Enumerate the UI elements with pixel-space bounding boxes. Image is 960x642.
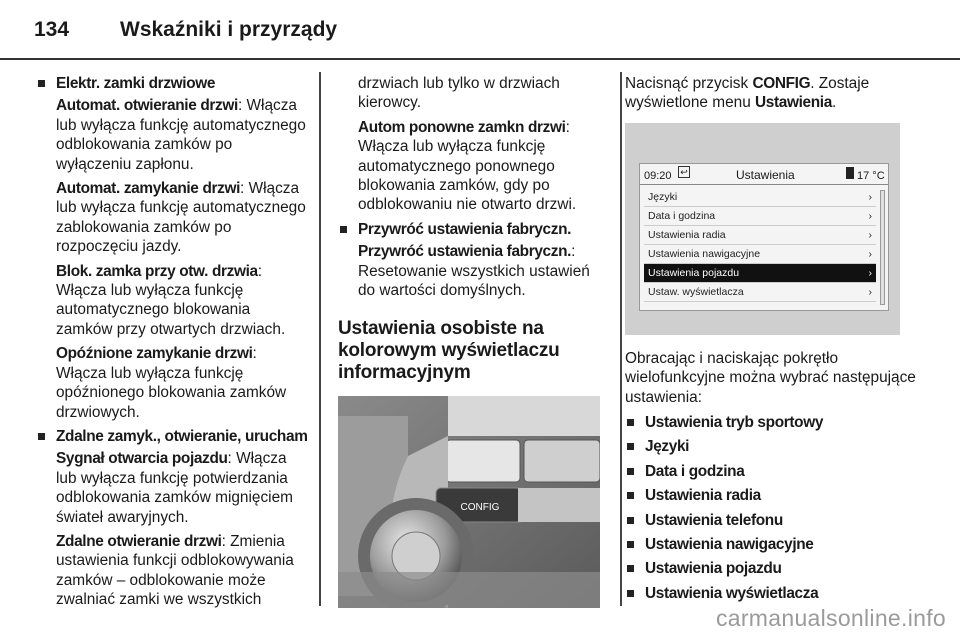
arrow-right-icon: › [868, 247, 872, 260]
section-heading: Ustawienia osobiste na kolorowym wyświetlaczu informacyjnym [338, 318, 560, 384]
watermark: carmanualsonline.info [715, 605, 946, 631]
column-2 [338, 74, 606, 608]
thermometer-icon [846, 167, 854, 179]
definition-item: Opóźnione zamykanie drzwi: Włącza lub wyłącza funkcję opóźnionego blokowania zamków drzwiowych. [56, 345, 287, 421]
display-screen [639, 163, 889, 311]
definition-item: Automat. zamykanie drzwi: Włącza lub wyłącza funkcję automatycznego zablokowania zamków po rozpoczęciu jazdy. [56, 180, 306, 256]
arrow-right-icon: › [868, 209, 872, 222]
config-button-label: CONFIG [460, 502, 500, 514]
page-number: 134 [34, 18, 70, 41]
screen-time: 09:20 [644, 169, 672, 182]
arrow-right-icon: › [868, 190, 872, 203]
bullet-heading: Zdalne zamyk., otwieranie, urucham [36, 427, 308, 446]
screen-menu-item: Ustawienia radia › [644, 226, 876, 245]
scrollbar [880, 190, 885, 305]
page-title: Wskaźniki i przyrządy [120, 18, 338, 41]
dashboard-panel-illustration [338, 396, 600, 608]
arrow-right-icon: › [868, 228, 872, 241]
screen-temp: 17 °C [857, 169, 885, 182]
definition-item: Autom ponowne zamkn drzwi: Włącza lub wyłącza funkcję automatycznego ponownego blokowania zamków, gdy po odblokowaniu nie otwarto drzwi. [358, 118, 577, 214]
bullet-heading: Elektr. zamki drzwiowe [36, 74, 308, 93]
screen-title-bar [640, 164, 888, 185]
screen-menu-item: Ustawienia nawigacyjne › [644, 245, 876, 264]
settings-list-item: Ustawienia pojazdu [625, 559, 925, 578]
settings-screen-illustration [625, 123, 900, 335]
screen-menu-item-selected: Ustawienia pojazdu › [644, 264, 876, 283]
screen-menu-item: Data i godzina › [644, 207, 876, 226]
continuation-text: drzwiach lub tylko w drzwiach kierowcy. [358, 75, 560, 112]
after-text: Obracając i naciskając pokrętło wielofunkcyjne można wybrać następujące ustawienia: [625, 349, 916, 406]
arrow-right-icon: › [868, 285, 872, 298]
definition-item: Zdalne otwieranie drzwi: Zmienia ustawienia funkcji odblokowywania zamków – odblokowanie może zwalniać zamki we wszystkich [56, 532, 294, 609]
back-icon: ↩ [678, 166, 690, 178]
intro-text: Nacisnąć przycisk CONFIG. Zostaje wyświetlone menu Ustawienia. [625, 75, 870, 112]
definition-item: Automat. otwieranie drzwi: Włącza lub wyłącza funkcję automatycznego odblokowania zamków po wyłączeniu zapłonu. [56, 97, 306, 173]
settings-list-item: Data i godzina [625, 462, 925, 481]
settings-list-item: Ustawienia nawigacyjne [625, 535, 925, 554]
definition-item: Sygnał otwarcia pojazdu: Włącza lub wyłącza funkcję potwierdzania odblokowania zamków mignięciem świateł awaryjnych. [56, 450, 293, 526]
settings-list-item: Ustawienia tryb sportowy [625, 413, 925, 432]
settings-list-item: Ustawienia radia [625, 486, 925, 505]
column-divider-2 [620, 72, 622, 606]
column-1 [36, 74, 308, 615]
settings-list-item: Języki [625, 437, 925, 456]
screen-menu-item: Języki › [644, 188, 876, 207]
settings-list-item: Ustawienia telefonu [625, 511, 925, 530]
screen-menu-item: Ustaw. wyświetlacza › [644, 283, 876, 302]
screen-title: Ustawienia [736, 167, 795, 182]
arrow-right-icon: › [868, 266, 872, 279]
bullet-heading: Przywróć ustawienia fabryczn. [338, 220, 606, 239]
config-button-photo [338, 396, 600, 608]
page-header [34, 10, 337, 50]
settings-list-item: Ustawienia wyświetlacza [625, 584, 925, 603]
column-divider-1 [319, 72, 321, 606]
header-rule [0, 58, 960, 60]
column-3 [625, 74, 925, 608]
definition-item: Przywróć ustawienia fabryczn.: Resetowanie wszystkich ustawień do wartości domyślnych. [358, 243, 590, 300]
definition-item: Blok. zamka przy otw. drzwia: Włącza lub wyłącza funkcję automatycznego blokowania zamków przy otwartych drzwiach. [56, 262, 286, 338]
